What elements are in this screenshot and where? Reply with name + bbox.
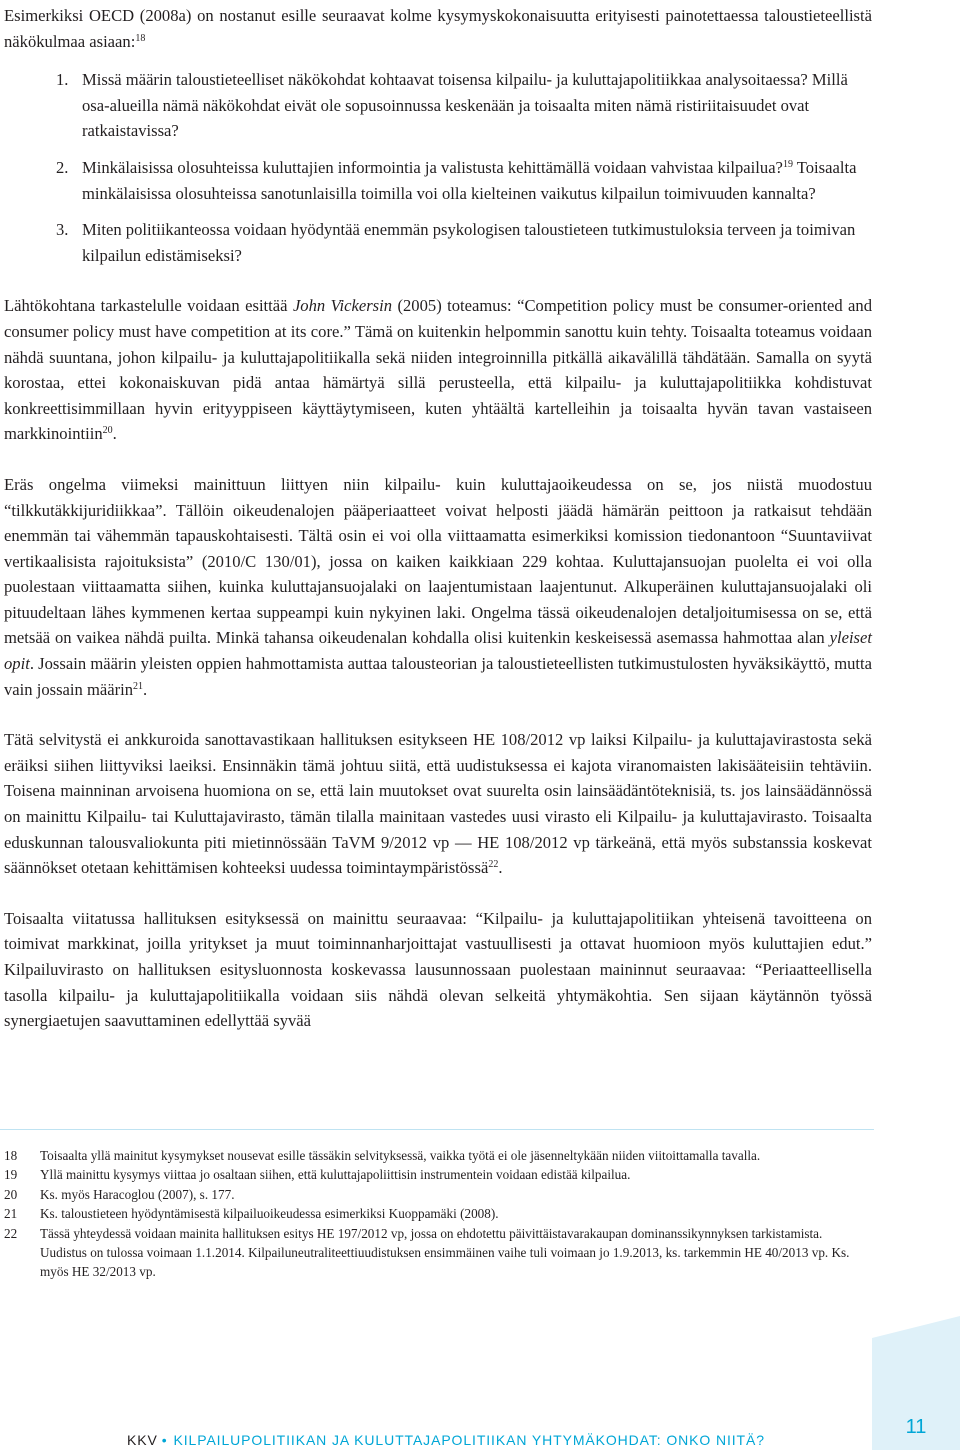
footnote-text: Toisaalta yllä mainitut kysymykset nousevat esille tässäkin selvityksessä, vaikka työtä ei ole jäsenneltykään niiden viitoittamalla tavalla. bbox=[40, 1148, 761, 1163]
question-number: 2. bbox=[56, 157, 69, 177]
footnote-text: Ks. myös Haracoglou (2007), s. 177. bbox=[40, 1186, 235, 1202]
footer-title: KILPAILUPOLITIIKAN JA KULUTTAJAPOLITIIKAN YHTYMÄKOHDAT: ONKO NIITÄ? bbox=[173, 1432, 765, 1448]
footnote-ref-22[interactable]: 22 bbox=[488, 859, 499, 871]
footnote-18 bbox=[4, 1146, 870, 1165]
footnote-21 bbox=[4, 1204, 870, 1223]
footnote-divider bbox=[0, 1129, 874, 1130]
paragraph-vickers: Lähtökohtana tarkastelulle voidaan esittää John Vickersin (2005) toteamus: “Competition policy must be consumer-oriented and consumer policy must have competition at its core.” Tämä on kuitenkin helpommin sanottu kuin tehty. Toisaalta toteamus voidaan nähdä suuntana, johon kilpailu- ja kuluttajapolitiikalla sekä niiden integroinnilla pitkällä aikavälillä tähdätään. Samalla on syytä korostaa, ettei kokonaiskuvan pidä antaa hämärtyä sillä perusteella, että kilpailu- ja kuluttajapolitiikka kohdistuvat konkreettisimmillaan hyvin erityyppiseen käyttäytymiseen, kuten yhtäältä kartelleihin ja toisaalta hyvän tavan vastaiseen markkinointiin$^{20}$. bbox=[4, 296, 872, 444]
footer-separator: • bbox=[161, 1432, 168, 1448]
intro-paragraph: Esimerkiksi OECD (2008a) on nostanut esille seuraavat kolme kysymyskokonaisuutta erityisesti painotettaessa taloustieteellistä näkökulmaa asiaan:$^{18}$ bbox=[4, 6, 872, 51]
question-item bbox=[4, 155, 872, 206]
footnote-text: Ks. taloustieteen hyödyntämisestä kilpailuoikeudessa esimerkiksi Kuoppamäki (2008). bbox=[40, 1206, 499, 1222]
footnote-number: 20 bbox=[4, 1186, 18, 1202]
footnote-number: 21 bbox=[4, 1206, 18, 1222]
page-footer bbox=[127, 1432, 765, 1448]
emphasis-term: yleiset opit bbox=[4, 628, 872, 674]
footnote-number: 19 bbox=[4, 1167, 18, 1183]
question-text: Miten politiikanteossa voidaan hyödyntää enemmän psykologisen taloustieteen tutkimustuloksia terveen ja toimivan kilpailun edistämiseksi? bbox=[82, 220, 856, 265]
footnote-19 bbox=[4, 1165, 870, 1184]
footnote-ref-18[interactable]: 18 bbox=[135, 32, 146, 44]
paragraph-synergy: Toisaalta viitatussa hallituksen esityksessä on mainittu seuraavaa: “Kilpailu- ja kuluttajapolitiikan yhteisenä tavoitteena on toimivat markkinat, joilla yritykset ja muut toiminnanharjoittajat vastuullisesti ja ottavat huomioon myös kuluttajien edut.” Kilpailuvirasto on hallituksen esitysluonnosta koskevassa lausunnossaan puolestaan maininnut seuraavaa: “Periaatteellisella tasolla kilpailu- ja kuluttajapolitiikalla voidaan siis nähdä olevan selkeitä yhtymäkohtia. Sen sijaan käytännön työssä synergiaetujen saavuttaminen edellyttää syvää bbox=[4, 908, 872, 1031]
footer-org: KKV bbox=[127, 1432, 158, 1448]
question-text-continued: Toisaalta minkälaisissa olosuhteissa sanotunlaisilla toimilla voi olla kielteinen vaikutus kilpailun toimivuuden kannalta? bbox=[82, 157, 857, 203]
footnote-number: 22 bbox=[4, 1225, 18, 1241]
question-item bbox=[4, 67, 872, 144]
paragraph-patchwork: Eräs ongelma viimeksi mainittuun liittyen niin kilpailu- kuin kuluttajaoikeudessa on se, jos niistä muodostuu “tilkkutäkkijuridiikkaa”. Tällöin oikeudenalojen pääperiaatteet voivat helposti jäädä hämärän peittoon ja ratkaisut tehdään enemmän tai vähemmän tapauskohtaisesti. Tältä osin ei voi olla viittaamatta esimerkiksi komission tiedonantoon “Suuntaviivat vertikaalisista rajoituksista” (2010/C 130/01), jossa on kaiken kaikkiaan 229 kohtaa. Kuluttajansuojan puolelta ei voi olla puolestaan viittaamatta siihen, kuinka kuluttajansuojalaki on laajentumistaan laajentunut. Alkuperäinen kuluttajansuojalaki oli pituudeltaan lähes kymmenen kertaa suppeampi kuin nykyinen laki. Ongelma tässä oikeudenalojen detaljoitumisessa on se, että metsää on vaikea nähdä puilta. Minkä tahansa oikeudenalan kohdalla olisi kuitenkin keskeisessä asemassa hahmottaa alan yleiset opit. Jossain määrin yleisten oppien hahmottamista auttaa talousteorian ja taloustieteellisten tutkimustulosten hyväksikäyttö, mutta vain jossain määrin$^{21}$. bbox=[4, 474, 872, 699]
footnote-20 bbox=[4, 1185, 870, 1204]
question-text: Minkälaisissa olosuhteissa kuluttajien informointia ja valistusta kehittämällä voidaan vahvistaa kilpailua? bbox=[82, 157, 783, 177]
footnote-ref-20[interactable]: 20 bbox=[102, 425, 113, 437]
footnote-ref-19[interactable]: 19 bbox=[782, 158, 793, 170]
author-name: John Vickersin bbox=[292, 296, 393, 316]
page-number: 11 bbox=[905, 1416, 927, 1438]
footnote-ref-21[interactable]: 21 bbox=[133, 680, 144, 692]
question-list bbox=[4, 67, 872, 268]
footnote-22 bbox=[4, 1224, 870, 1282]
footnote-text: Yllä mainittu kysymys viittaa jo osaltaan siihen, että kuluttajapoliittisin instrumentein voidaan edistää kilpailua. bbox=[40, 1167, 631, 1183]
page-corner-fold bbox=[872, 1316, 960, 1338]
question-number: 3. bbox=[56, 220, 69, 240]
question-item bbox=[4, 217, 872, 268]
footnotes bbox=[4, 1146, 870, 1282]
footnote-text: Tässä yhteydessä voidaan mainita hallituksen esitys HE 197/2012 vp, jossa on ehdotettu päivittäistavarakaupan dominanssikynnyksen tarkistamista. Uudistus on tulossa voimaan 1.1.2014. Kilpailuneutraliteettiuudistuksen ensimmäinen vaihe tuli voimaan jo 1.9.2013, ks. tarkemmin HE 40/2013 vp. Ks. myös HE 32/2013 vp. bbox=[40, 1225, 850, 1280]
footnote-number: 18 bbox=[4, 1148, 18, 1163]
question-number: 1. bbox=[56, 70, 69, 90]
paragraph-government-bill: Tätä selvitystä ei ankkuroida sanottavastikaan hallituksen esitykseen HE 108/2012 vp laiksi Kilpailu- ja kuluttajavirastosta sekä eräiksi siihen liittyviksi laeiksi. Ensinnäkin tämä johtuu siitä, että uudistuksessa ei kajota viranomaisten lakisääteisiin tehtäviin. Toisena mainninan arvoisena huomiona on se, että lain muutokset ovat suurelta osin lainsäädäntöteknisiä, ts. jos lainsäädännössä on mainittu Kilpailu- tai Kuluttajavirasto, tämän tilalla mainitaan vastedes uusi virasto eli Kilpailu- ja kuluttajavirasto. Toisaalta eduskunnan talousvaliokunta piti mietinnössään TaVM 9/2012 vp — HE 108/2012 vp tärkeänä, että myös substanssia koskevat säännökset otetaan kehittämisen kohteeksi uudessa toimintaympäristössä$^{22}$. bbox=[4, 730, 872, 878]
question-text: Missä määrin taloustieteelliset näkökohdat kohtaavat toisensa kilpailu- ja kuluttajapolitiikkaa analysoitaessa? Millä osa-alueilla nämä näkökohdat eivät ole sopusoinnussa keskenään ja toisaalta miten nämä ristiriitaisuudet ovat ratkaistavissa? bbox=[82, 70, 848, 141]
body-text bbox=[4, 3, 872, 1034]
